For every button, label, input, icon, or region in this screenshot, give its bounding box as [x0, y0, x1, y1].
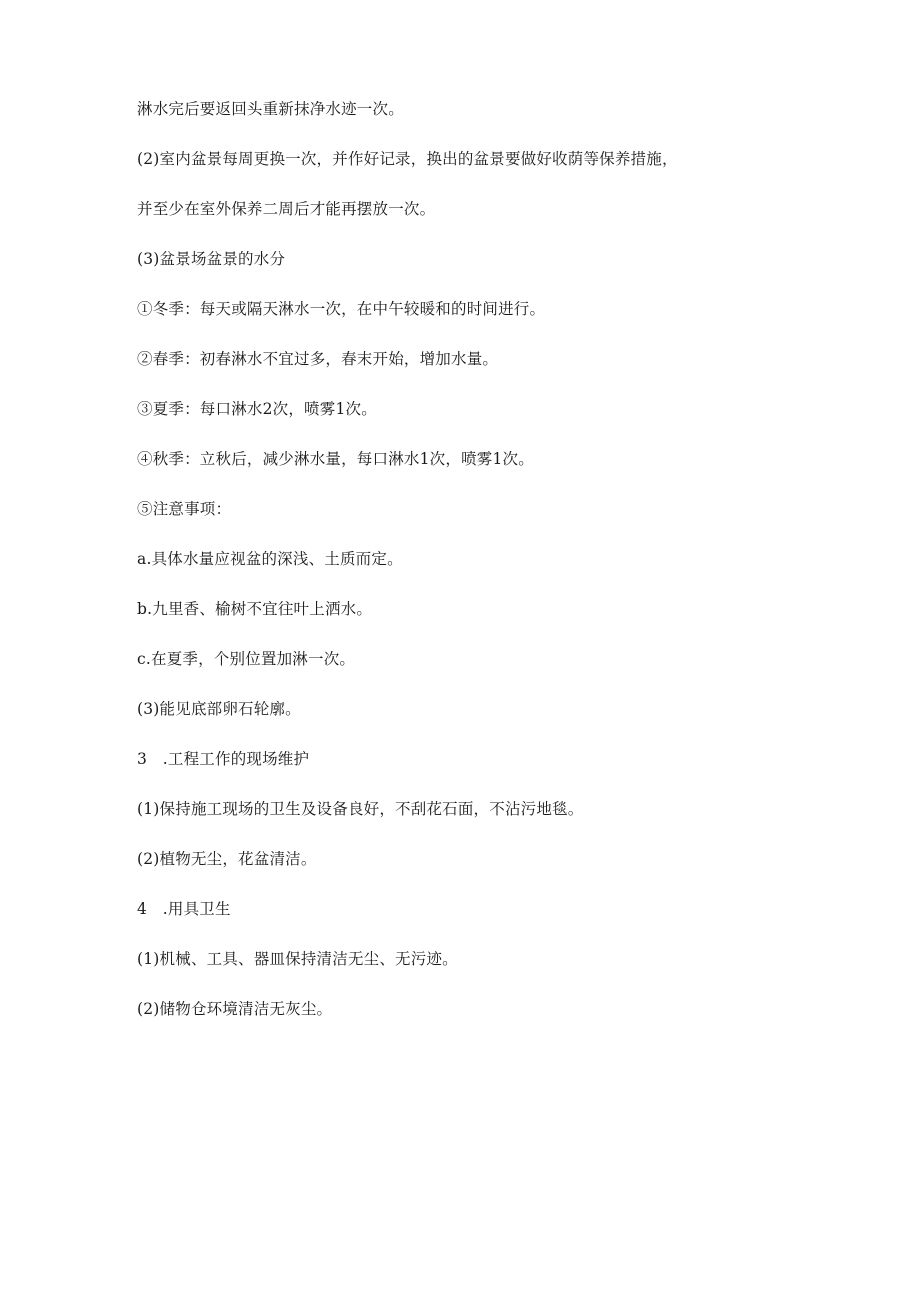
text-line: (1)保持施工现场的卫生及设备良好，不刮花石面，不沾污地毯。 [137, 800, 584, 818]
text-line: (2)植物无尘，花盆清洁。 [137, 850, 317, 868]
section-heading: (3)盆景场盆景的水分 [137, 250, 286, 268]
section-heading: 3 .工程工作的现场维护 [137, 750, 310, 768]
text-line: c.在夏季，个别位置加淋一次。 [137, 650, 356, 668]
text-line: (3)能见底部卵石轮廓。 [137, 700, 301, 718]
text-line: ①冬季：每天或隔天淋水一次，在中午较暖和的时间进行。 [137, 300, 546, 318]
text-line: (2)室内盆景每周更换一次，并作好记录，换出的盆景要做好收荫等保养措施， [137, 150, 678, 168]
text-line: 淋水完后要返回头重新抹净水迹一次。 [137, 100, 404, 118]
text-line: ②春季：初春淋水不宜过多，春末开始，增加水量。 [137, 350, 499, 368]
text-line: (2)储物仓环境清洁无灰尘。 [137, 1000, 333, 1018]
text-line: ⑤注意事项： [137, 500, 232, 518]
section-heading: 4 .用具卫生 [137, 900, 231, 918]
text-line: ④秋季：立秋后，减少淋水量，每口淋水1次，喷雾1次。 [137, 450, 534, 468]
text-line: (1)机械、工具、器皿保持清洁无尘、无污迹。 [137, 950, 458, 968]
text-line: a.具体水量应视盆的深浅、土质而定。 [137, 550, 403, 568]
text-line: 并至少在室外保养二周后才能再摆放一次。 [137, 200, 436, 218]
document-body [137, 99, 857, 1049]
text-line: b.九里香、榆树不宜往叶上洒水。 [137, 600, 373, 618]
text-line: ③夏季：每口淋水2次，喷雾1次。 [137, 400, 377, 418]
